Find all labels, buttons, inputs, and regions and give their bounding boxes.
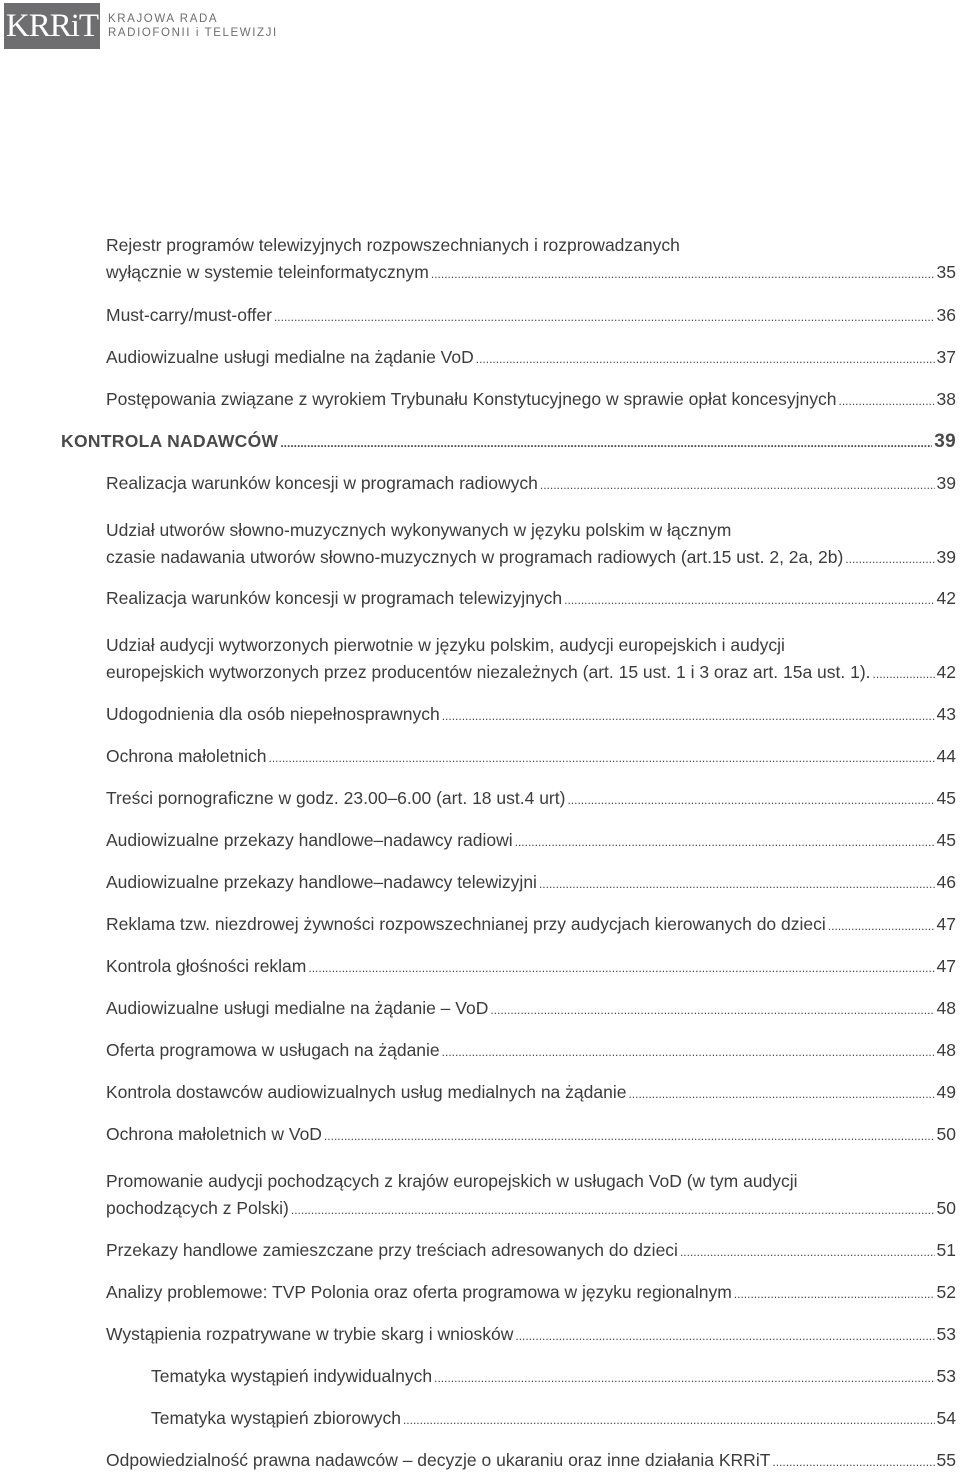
dot-leader — [680, 1245, 935, 1259]
toc-page-number: 53 — [936, 1366, 956, 1386]
toc-page-number: 44 — [936, 746, 956, 766]
toc-page-number: 39 — [936, 473, 956, 493]
toc-page-number: 47 — [936, 956, 956, 976]
toc-page-number: 51 — [936, 1240, 956, 1260]
dot-leader — [324, 1129, 935, 1143]
toc-page-number: 39 — [934, 431, 956, 452]
toc-entry[interactable] — [106, 630, 956, 692]
dot-leader — [280, 436, 932, 450]
toc-page-number: 47 — [936, 914, 956, 934]
dot-leader — [274, 310, 935, 324]
toc-entry-title: pochodzących z Polski) — [106, 1198, 289, 1218]
toc-entry[interactable] — [106, 704, 956, 734]
toc-page-number: 48 — [936, 998, 956, 1018]
toc-entry[interactable] — [106, 1124, 956, 1154]
toc-entry-title: Promowanie audycji pochodzących z krajów europejskich w usługach VoD (w tym audycji — [106, 1171, 798, 1191]
toc-entry-title: wyłącznie w systemie teleinformatycznym — [106, 262, 429, 282]
toc-entry-title: Treści pornograficzne w godz. 23.00–6.00 (art. 18 ust.4 urt) — [106, 788, 566, 808]
toc-entry-title: Audiowizualne przekazy handlowe–nadawcy telewizyjni — [106, 872, 537, 892]
toc-entry[interactable] — [106, 588, 956, 618]
toc-entry-title: Odpowiedzialność prawna nadawców – decyzje o ukaraniu oraz inne działania KRRiT — [106, 1450, 771, 1470]
toc-page-number: 49 — [936, 1082, 956, 1102]
toc-entry[interactable] — [61, 431, 956, 461]
toc-entry[interactable] — [106, 1040, 956, 1070]
toc-entry[interactable] — [106, 1324, 956, 1354]
toc-page-number: 50 — [936, 1198, 956, 1218]
toc-entry[interactable] — [106, 1166, 956, 1228]
toc-entry[interactable] — [106, 746, 956, 776]
dot-leader — [567, 793, 934, 807]
dot-leader — [431, 267, 935, 281]
toc-page-number: 39 — [936, 547, 956, 567]
toc-entry-title: Tematyka wystąpień zbiorowych — [151, 1408, 401, 1428]
dot-leader — [845, 552, 934, 566]
toc-entry[interactable] — [151, 1366, 956, 1396]
toc-entry-title: Ochrona małoletnich w VoD — [106, 1124, 322, 1144]
dot-leader — [628, 1087, 934, 1101]
toc-entry[interactable] — [106, 872, 956, 902]
toc-entry-title: czasie nadawania utworów słowno-muzycznych w programach radiowych (art.15 ust. 2, 2a, 2b) — [106, 547, 844, 567]
toc-entry[interactable] — [151, 1408, 956, 1438]
toc-entry-title: Must-carry/must-offer — [106, 305, 272, 325]
toc-entry[interactable] — [106, 956, 956, 986]
toc-entry-title: Realizacja warunków koncesji w programach telewizyjnych — [106, 588, 563, 608]
dot-leader — [269, 751, 935, 765]
dot-leader — [515, 835, 935, 849]
toc-page-number: 38 — [936, 389, 956, 409]
toc-entry-title: KONTROLA NADAWCÓW — [61, 431, 279, 451]
dot-leader — [442, 1045, 935, 1059]
dot-leader — [540, 478, 935, 492]
toc-page-number: 45 — [936, 830, 956, 850]
toc-page-number: 45 — [936, 788, 956, 808]
dot-leader — [515, 1329, 934, 1343]
toc-entry-title: Audiowizualne usługi medialne na żądanie – VoD — [106, 998, 489, 1018]
toc-entry-title: Oferta programowa w usługach na żądanie — [106, 1040, 440, 1060]
toc-entry-title: Kontrola głośności reklam — [106, 956, 307, 976]
toc-page-number: 42 — [936, 588, 956, 608]
dot-leader — [734, 1287, 935, 1301]
toc-page-number: 36 — [936, 305, 956, 325]
toc-entry-title: Przekazy handlowe zamieszczane przy treściach adresowanych do dzieci — [106, 1240, 678, 1260]
toc-entry[interactable] — [106, 347, 956, 377]
toc-entry-title: Ochrona małoletnich — [106, 746, 267, 766]
logo-wordmark — [108, 12, 278, 40]
toc-entry[interactable] — [106, 1282, 956, 1312]
toc-entry-title: Audiowizualne przekazy handlowe–nadawcy radiowi — [106, 830, 513, 850]
toc-entry[interactable] — [106, 1240, 956, 1270]
dot-leader — [434, 1371, 934, 1385]
toc-entry[interactable] — [106, 389, 956, 419]
dot-leader — [772, 1455, 934, 1469]
dot-leader — [873, 667, 935, 681]
krrit-logo — [4, 3, 278, 49]
toc-entry[interactable] — [106, 230, 956, 292]
logo-line-1: KRAJOWA RADA — [108, 13, 219, 25]
toc-page-number: 54 — [936, 1408, 956, 1428]
toc-page-number: 42 — [936, 662, 956, 682]
toc-entry[interactable] — [106, 473, 956, 503]
toc-page-number: 37 — [936, 347, 956, 367]
toc-entry-title: Tematyka wystąpień indywidualnych — [151, 1366, 433, 1386]
dot-leader — [564, 593, 934, 607]
dot-leader — [308, 961, 934, 975]
toc-entry-title: Rejestr programów telewizyjnych rozpowszechnianych i rozprowadzanych — [106, 235, 680, 255]
toc-page-number: 52 — [936, 1282, 956, 1302]
toc-page-number: 46 — [936, 872, 956, 892]
toc-entry-title: Kontrola dostawców audiowizualnych usług medialnych na żądanie — [106, 1082, 627, 1102]
dot-leader — [442, 709, 935, 723]
logo-mark: KRRiT — [4, 3, 100, 49]
toc-entry-title: Postępowania związane z wyrokiem Trybunału Konstytucyjnego w sprawie opłat koncesyjnych — [106, 389, 837, 409]
toc-entry[interactable] — [106, 305, 956, 335]
toc-entry-title: Udział audycji wytworzonych pierwotnie w języku polskim, audycji europejskich i audycji — [106, 635, 785, 655]
toc-entry[interactable] — [106, 788, 956, 818]
toc-page-number: 53 — [936, 1324, 956, 1344]
dot-leader — [490, 1003, 934, 1017]
dot-leader — [291, 1203, 935, 1217]
toc-entry[interactable] — [106, 1082, 956, 1112]
toc-entry[interactable] — [106, 914, 956, 944]
toc-page-number: 55 — [936, 1450, 956, 1470]
toc-entry-title: europejskich wytworzonych przez producentów niezależnych (art. 15 ust. 1 i 3 oraz art. 15a ust. 1). — [106, 662, 871, 682]
logo-line-2: RADIOFONII i TELEWIZJI — [108, 27, 278, 39]
toc-entry[interactable] — [106, 830, 956, 860]
toc-page-number: 43 — [936, 704, 956, 724]
toc-entry-title: Udogodnienia dla osób niepełnosprawnych — [106, 704, 440, 724]
toc-page-number: 48 — [936, 1040, 956, 1060]
dot-leader — [403, 1413, 935, 1427]
toc-entry-title: Audiowizualne usługi medialne na żądanie VoD — [106, 347, 474, 367]
toc-entry[interactable] — [106, 515, 956, 577]
dot-leader — [539, 877, 935, 891]
dot-leader — [476, 352, 935, 366]
toc-entry-title: Analizy problemowe: TVP Polonia oraz oferta programowa w języku regionalnym — [106, 1282, 732, 1302]
dot-leader — [828, 919, 935, 933]
toc-entry-title: Realizacja warunków koncesji w programach radiowych — [106, 473, 538, 493]
toc-entry-title: Udział utworów słowno-muzycznych wykonywanych w języku polskim w łącznym — [106, 520, 732, 540]
toc-entry-title: Wystąpienia rozpatrywane w trybie skarg i wniosków — [106, 1324, 514, 1344]
toc-entry-title: Reklama tzw. niezdrowej żywności rozpowszechnianej przy audycjach kierowanych do dzieci — [106, 914, 826, 934]
dot-leader — [839, 394, 935, 408]
toc-page-number: 50 — [936, 1124, 956, 1144]
toc-page-number: 35 — [936, 262, 956, 282]
toc-entry[interactable] — [106, 998, 956, 1028]
